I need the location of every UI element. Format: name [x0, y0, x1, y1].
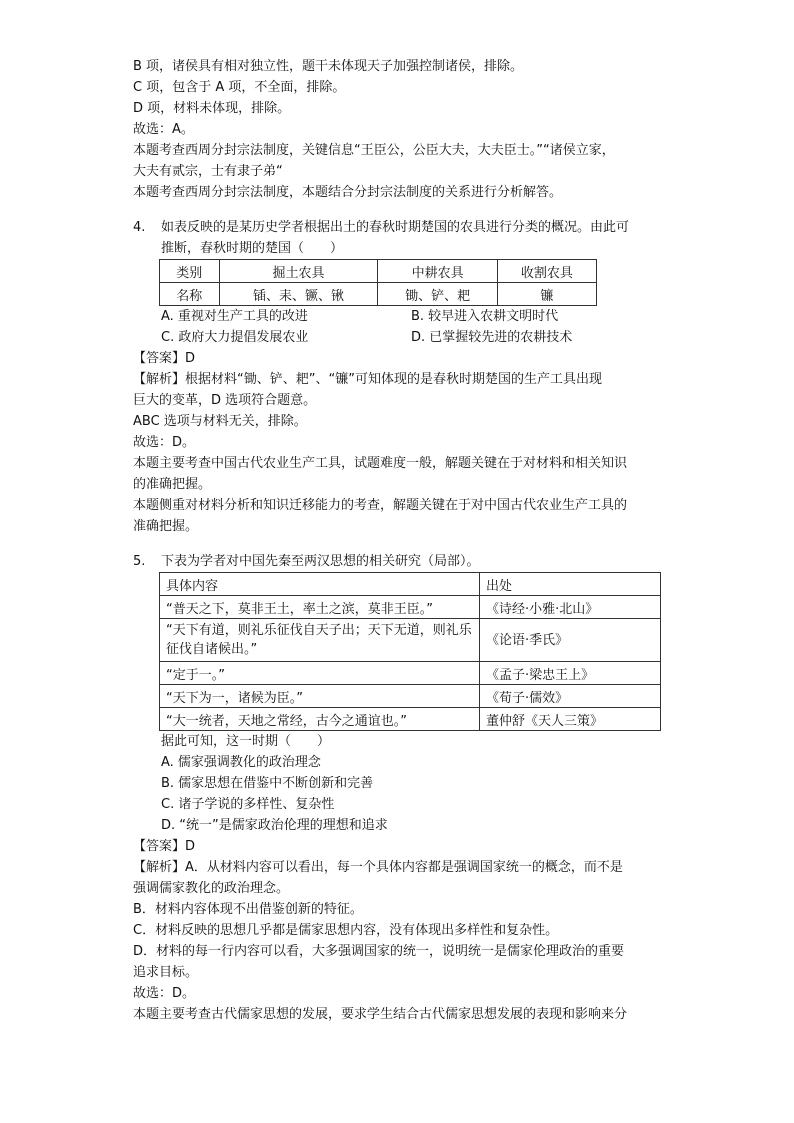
analysis-line: 【解析】A．从材料内容可以看出，每一个具体内容都是强调国家统一的概念，而不是: [133, 860, 623, 875]
analysis-line: 强调儒家教化的政治理念。: [133, 881, 290, 896]
option-d: D. 已掌握较先进的农耕技术: [411, 330, 573, 345]
text-line: 本题考查西周分封宗法制度，关键信息“王臣公，公臣大夫，大夫臣士。”“诸侯立家，: [133, 143, 615, 158]
analysis-line: D．材料的每一行内容可以看，大多强调国家的统一，说明统一是儒家伦理政治的重要: [133, 944, 625, 959]
text-line: C 项，包含于 A 项，不全面，排除。: [133, 80, 346, 95]
table-header-cell: 类别: [160, 260, 220, 283]
table-header-row: [160, 573, 661, 596]
option-c: C. 诸子学说的多样性、复杂性: [161, 797, 335, 812]
table-header-cell: 出处: [480, 573, 661, 596]
question-5: [133, 551, 663, 1025]
analysis-line: 【解析】根据材料“锄、铲、耙”、“镰”可知体现的是春秋时期楚国的生产工具出现: [133, 372, 602, 387]
text-line: 本题考查西周分封宗法制度，本题结合分封宗法制度的关系进行分析解答。: [133, 185, 563, 200]
table-header-cell: 具体内容: [160, 573, 480, 596]
table-cell: “普天之下，莫非王土，率土之滨，莫非王臣。”: [160, 596, 480, 619]
table-cell: 名称: [160, 283, 220, 306]
analysis-line: 本题主要考查中国古代农业生产工具，试题难度一般，解题关键在于对材料和相关知识: [133, 456, 628, 471]
option-b: B. 儒家思想在借鉴中不断创新和完善: [161, 776, 374, 791]
text-line: 大夫有贰宗，士有隶子弟“: [133, 164, 283, 179]
table-row: [160, 708, 661, 731]
text-line: D 项，材料未体现，排除。: [133, 101, 291, 116]
analysis: [133, 857, 663, 1025]
question-number: 4.: [133, 220, 146, 235]
answer-label: 【答案】D: [133, 351, 196, 366]
table-cell: 锄、铲、耙: [378, 283, 497, 306]
analysis-line: C．材料反映的思想几乎都是儒家思想内容，没有体现出多样性和复杂性。: [133, 923, 559, 938]
table-row: [160, 685, 661, 708]
table-header-cell: 掘土农具: [219, 260, 378, 283]
stem-line: 下表为学者对中国先秦至两汉思想的相关研究（局部）。: [161, 554, 480, 569]
analysis-line: 巨大的变革，D 选项符合题意。: [133, 393, 317, 408]
previous-analysis: [133, 56, 663, 203]
table-row: [160, 283, 597, 306]
table-row: [160, 619, 661, 662]
thought-research-table: [159, 572, 661, 731]
analysis-line: 故选：D。: [133, 986, 196, 1001]
table-cell: 董仲舒《天人三策》: [480, 708, 661, 731]
analysis-line: 追求目标。: [133, 965, 199, 980]
farm-tools-table: [159, 259, 597, 306]
table-cell: “定于一。”: [160, 662, 480, 685]
question-4: [133, 217, 663, 537]
table-cell: 《论语·季氏》: [480, 619, 661, 662]
document-page: [133, 56, 663, 1025]
table-header-row: [160, 260, 597, 283]
analysis: [133, 369, 663, 537]
table-header-cell: 中耕农具: [378, 260, 497, 283]
table-cell: 锸、耒、镢、锹: [219, 283, 378, 306]
table-row: [160, 596, 661, 619]
option-b: B. 较早进入农耕文明时代: [411, 309, 559, 324]
table-cell: “天下有道，则礼乐征伐自天子出；天下无道，则礼乐征伐自诸候出。”: [160, 619, 480, 662]
option-d: D. “统一”是儒家政治伦理的理想和追求: [161, 818, 388, 833]
option-c: C. 政府大力提倡发展农业: [161, 330, 309, 345]
option-a: A. 重视对生产工具的改进: [161, 309, 308, 324]
options-row: [133, 306, 663, 327]
question-stem: [133, 551, 663, 572]
table-cell: 《孟子·梁忠王上》: [480, 662, 661, 685]
table-row: [160, 662, 661, 685]
options-row: [133, 327, 663, 348]
table-cell: “大一统者，天地之常经，古今之通谊也。”: [160, 708, 480, 731]
analysis-line: 本题主要考查古代儒家思想的发展，要求学生结合古代儒家思想发展的表现和影响来分: [133, 1007, 628, 1022]
stem-line: 如表反映的是某历史学者根据出土的春秋时期楚国的农具进行分类的概况。由此可: [161, 220, 630, 235]
table-cell: “天下为一，诸候为臣。”: [160, 685, 480, 708]
text-line: 故选：A。: [133, 122, 194, 137]
table-header-cell: 收割农具: [497, 260, 596, 283]
analysis-line: 准确把握。: [133, 519, 199, 534]
analysis-line: 的准确把握。: [133, 477, 212, 492]
stem-line: 推断，春秋时期的楚国（ ）: [161, 241, 344, 256]
question-stem: [133, 217, 663, 259]
question-number: 5.: [133, 554, 146, 569]
answer-label: 【答案】D: [133, 839, 196, 854]
analysis-line: 故选：D。: [133, 435, 196, 450]
table-cell: 镰: [497, 283, 596, 306]
after-table-text: 据此可知，这一时期（ ）: [161, 734, 331, 749]
analysis-line: B．材料内容体现不出借鉴创新的特征。: [133, 902, 363, 917]
analysis-line: ABC 选项与材料无关，排除。: [133, 414, 307, 429]
text-line: B 项，诸侯具有相对独立性，题干未体现天子加强控制诸侯，排除。: [133, 59, 524, 74]
analysis-line: 本题侧重对材料分析和知识迁移能力的考查，解题关键在于对中国古代农业生产工具的: [133, 498, 628, 513]
option-a: A. 儒家强调教化的政治理念: [161, 755, 321, 770]
table-cell: 《荀子·儒效》: [480, 685, 661, 708]
table-cell: 《诗经·小雅·北山》: [480, 596, 661, 619]
